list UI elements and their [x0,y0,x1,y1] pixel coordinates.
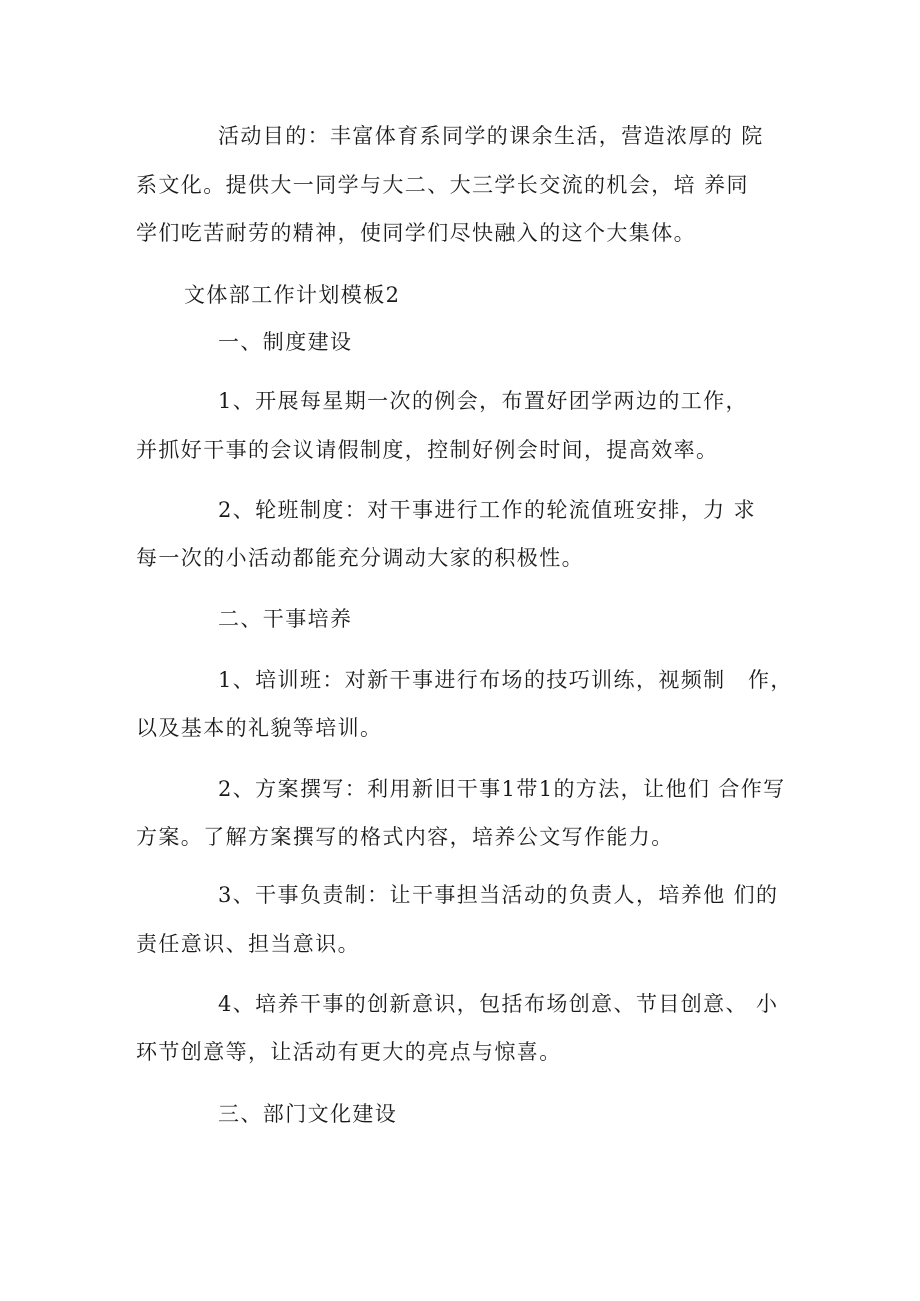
intro-line-2: 系文化。提供大一同学与大二、大三学长交流的机会，培 养同 [136,173,749,197]
part2-item2-line1: 2、方案撰写：利用新旧干事1带1的方法，让他们 合作写 [218,777,786,801]
part2-item3-line2: 责任意识、担当意识。 [136,932,360,956]
intro-line-3: 学们吃苦耐劳的精神，使同学们尽快融入的这个大集体。 [136,221,696,245]
intro-line-1: 活动目的：丰富体育系同学的课余生活，营造浓厚的 院 [218,124,764,148]
part2-item1-line2: 以及基本的礼貌等培训。 [136,716,383,740]
part2-item4-line2: 环节创意等，让活动有更大的亮点与惊喜。 [136,1040,562,1064]
part2-item1-line1: 1、培训班：对新干事进行布场的技巧训练，视频制 作， [218,668,793,692]
part2-item3-line1: 3、干事负责制：让干事担当活动的负责人，培养他 们的 [218,883,779,907]
part1-item1-line1: 1、开展每星期一次的例会，布置好团学两边的工作， [218,389,748,413]
part2-heading: 二、干事培养 [218,607,353,631]
section-title: 文体部工作计划模板2 [184,283,401,307]
part2-item2-line2: 方案。了解方案撰写的格式内容，培养公文写作能力。 [136,825,674,849]
part1-heading: 一、制度建设 [218,330,353,354]
part1-item2-line1: 2、轮班制度：对干事进行工作的轮流值班安排，力 求 [218,498,757,522]
part2-item4-line1: 4、培养干事的创新意识，包括布场创意、节目创意、 小 [218,992,779,1016]
part1-item1-line2: 并抓好干事的会议请假制度，控制好例会时间，提高效率。 [136,438,719,462]
part3-heading: 三、部门文化建设 [218,1102,398,1126]
part1-item2-line2: 每一次的小活动都能充分调动大家的积极性。 [136,546,584,570]
